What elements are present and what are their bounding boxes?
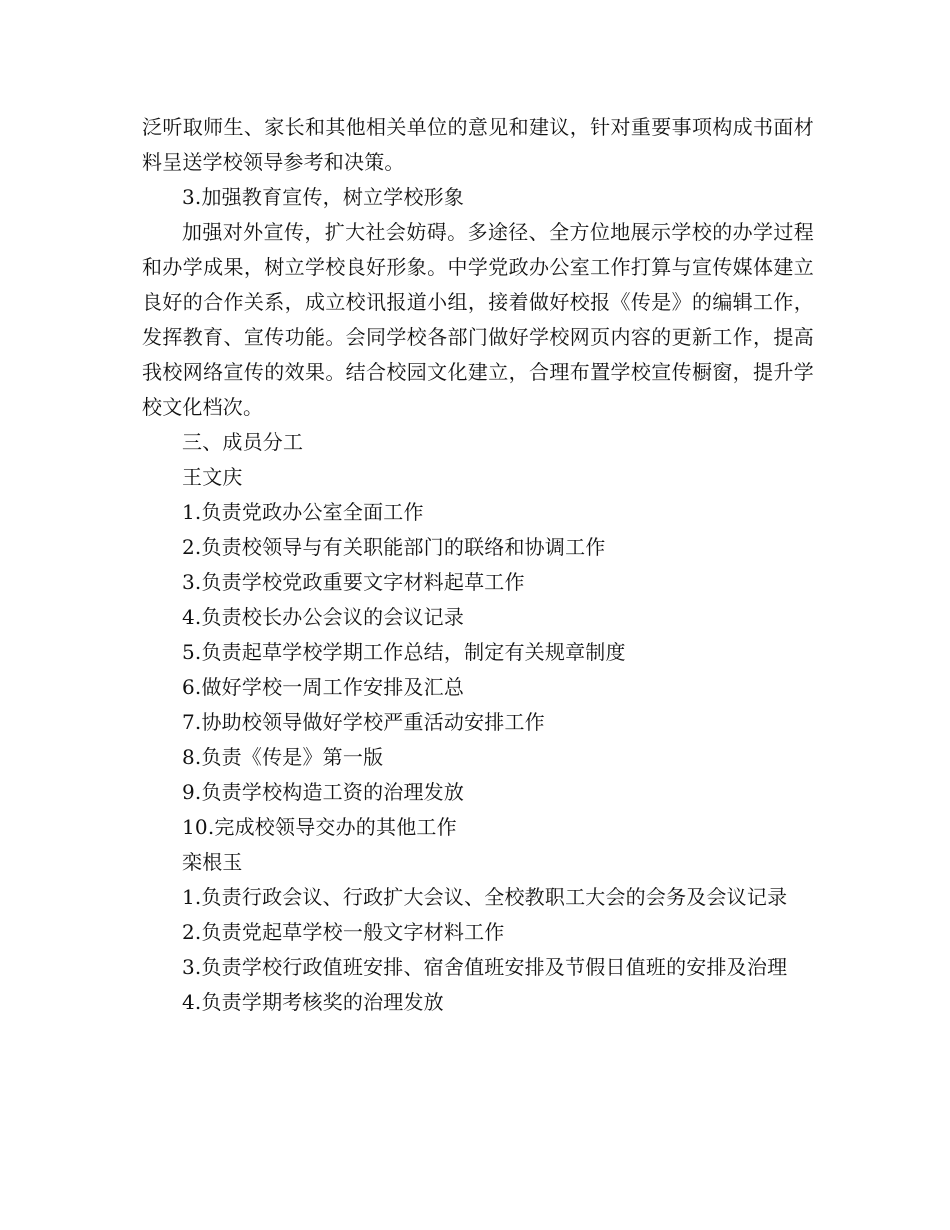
section-heading-member-division: 三、成员分工 — [182, 430, 304, 454]
list-item: 2.负责校领导与有关职能部门的联络和协调工作 — [182, 535, 606, 559]
list-item: 1.负责行政会议、行政扩大会议、全校教职工大会的会务及会议记录 — [182, 885, 788, 909]
paragraph-continuation: 泛听取师生、家长和其他相关单位的意见和建议，针对重要事项构成书面材料呈送学校领导参考和决策。 — [142, 115, 814, 174]
list-item: 9.负责学校构造工资的治理发放 — [182, 780, 465, 804]
list-item: 4.负责学期考核奖的治理发放 — [182, 990, 444, 1014]
member-name-1: 王文庆 — [182, 465, 243, 489]
list-item: 10.完成校领导交办的其他工作 — [182, 815, 457, 839]
list-item: 6.做好学校一周工作安排及汇总 — [182, 675, 465, 699]
list-item: 3.负责学校行政值班安排、宿舍值班安排及节假日值班的安排及治理 — [182, 955, 788, 979]
list-item: 7.协助校领导做好学校严重活动安排工作 — [182, 710, 545, 734]
list-item: 3.负责学校党政重要文字材料起草工作 — [182, 570, 525, 594]
member-name-2: 栾根玉 — [182, 850, 243, 874]
section-heading-education-publicity: 3.加强教育宣传，树立学校形象 — [182, 185, 465, 209]
document-body — [142, 110, 814, 1020]
list-item: 2.负责党起草学校一般文字材料工作 — [182, 920, 505, 944]
list-item: 1.负责党政办公室全面工作 — [182, 500, 424, 524]
paragraph-publicity: 加强对外宣传，扩大社会妨碍。多途径、全方位地展示学校的办学过程和办学成果，树立学校良好形象。中学党政办公室工作打算与宣传媒体建立良好的合作关系，成立校讯报道小组，接着做好校报《传是》的编辑工作，发挥教育、宣传功能。会同学校各部门做好学校网页内容的更新工作，提高我校网络宣传的效果。结合校园文化建立，合理布置学校宣传橱窗，提升学校文化档次。 — [142, 220, 814, 419]
list-item: 5.负责起草学校学期工作总结，制定有关规章制度 — [182, 640, 626, 664]
list-item: 4.负责校长办公会议的会议记录 — [182, 605, 465, 629]
list-item: 8.负责《传是》第一版 — [182, 745, 384, 769]
